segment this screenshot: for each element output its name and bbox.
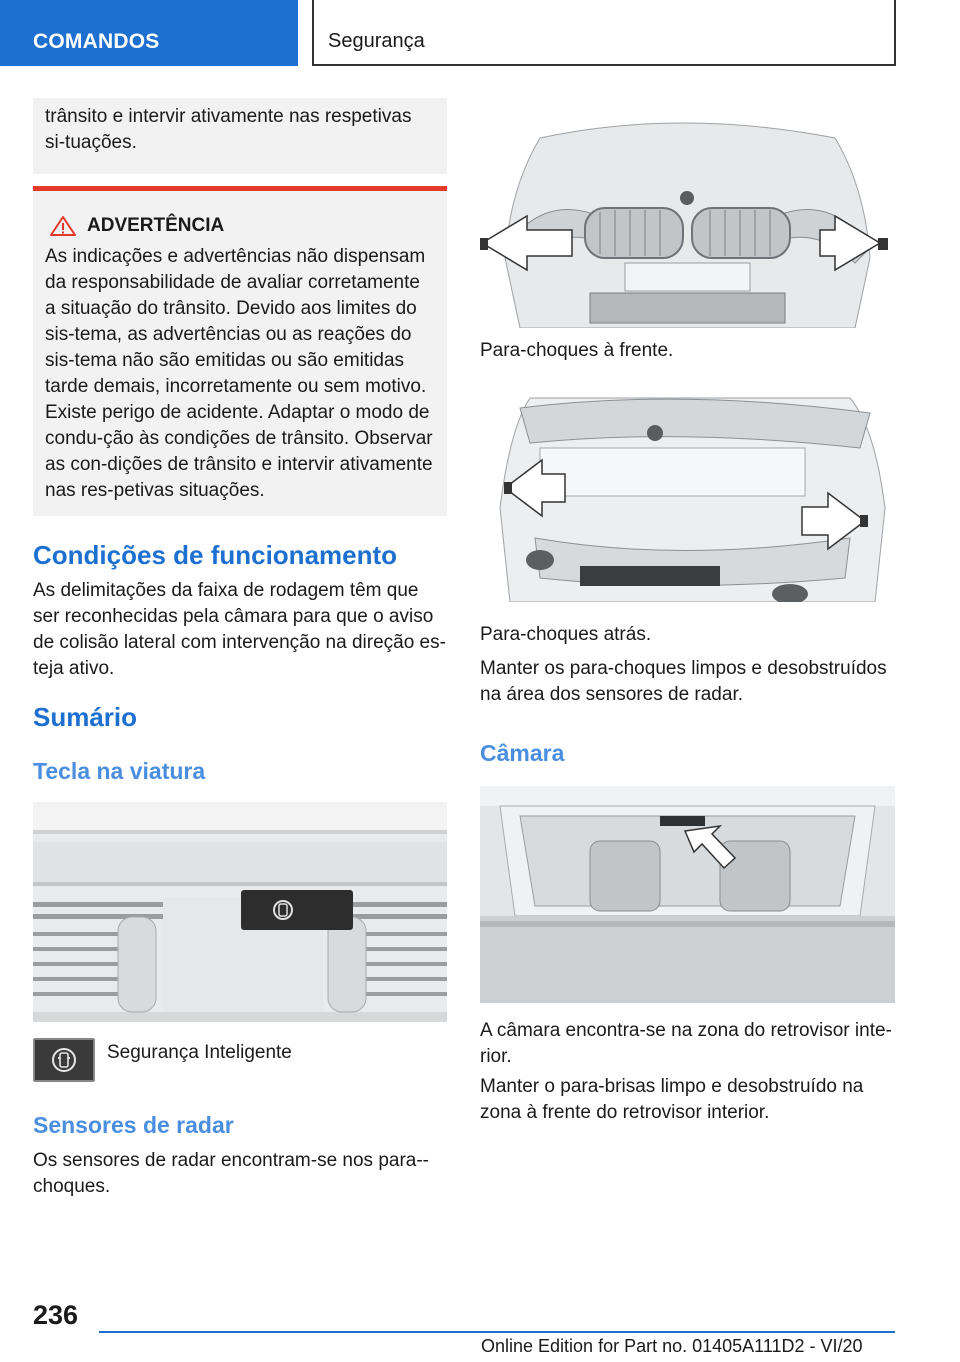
warning-box — [33, 186, 447, 516]
footer-divider — [99, 1331, 895, 1333]
intelligent-safety-icon — [33, 1038, 95, 1082]
section-tab: COMANDOS — [0, 0, 298, 66]
warning-title-row — [45, 213, 435, 239]
warning-body: As indicações e advertências não dispensam da responsabilidade de avaliar corretamente a situação do trânsito. Devido aos limites do sis-tema, as advertências ou as reações do sis-tema não são emitidas ou são emitidas tarde demais, incorretamente ou sem motivo. Existe perigo de acidente. Adaptar o modo de condu-ção às condições de trânsito. Observar as con-dições de trânsito e intervir ativamente nas res-petivas situações. — [45, 246, 433, 501]
warning-title: ADVERTÊNCIA — [87, 215, 225, 236]
camera-heading: Câmara — [480, 740, 565, 766]
button-heading: Tecla na viatura — [33, 758, 206, 784]
continuation-box — [33, 98, 447, 174]
warning-triangle-icon — [45, 215, 81, 237]
radar-text: Os sensores de radar encontram-se nos para--choques. — [33, 1150, 430, 1197]
chapter-title: Segurança — [312, 0, 896, 66]
rear-bumper-image — [480, 388, 895, 602]
dashboard-illustration — [33, 802, 447, 1022]
conditions-text: As delimitações da faixa de rodagem têm que ser reconhecidas pela câmara para que o aviso de colisão lateral com intervenção na direção es-teja ativo. — [33, 580, 446, 679]
rear-caption: Para-choques atrás. — [480, 624, 652, 645]
button-label: Segurança Inteligente — [107, 1042, 292, 1063]
camera-illustration — [480, 786, 895, 1003]
edition-text: Online Edition for Part no. 01405A111D2 - VI/20 — [481, 1336, 863, 1356]
keep-clean-text: Manter os para-choques limpos e desobstruídos na área dos sensores de radar. — [480, 658, 887, 705]
conditions-heading: Condições de funcionamento — [33, 540, 398, 570]
front-caption: Para-choques à frente. — [480, 340, 674, 361]
dashboard-button-image — [33, 802, 447, 1022]
camera-location-text: A câmara encontra-se na zona do retrovisor inte-rior. — [480, 1020, 892, 1067]
continuation-text: trânsito e intervir ativamente nas respetivas si-tuações. — [45, 106, 412, 153]
radar-heading: Sensores de radar — [33, 1112, 234, 1138]
camera-clean-text: Manter o para-brisas limpo e desobstruído na zona à frente do retrovisor interior. — [480, 1076, 864, 1123]
summary-heading: Sumário — [33, 702, 138, 732]
rear-bumper-illustration — [480, 388, 895, 602]
front-bumper-illustration — [480, 98, 895, 328]
camera-image — [480, 786, 895, 1003]
front-bumper-image — [480, 98, 895, 328]
page-number: 236 — [33, 1300, 79, 1330]
